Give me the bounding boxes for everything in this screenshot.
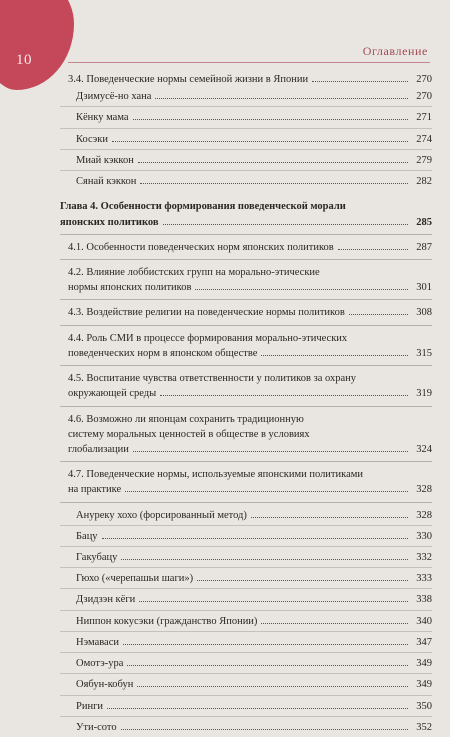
- toc-subitem[interactable]: [60, 529, 432, 547]
- toc-subitem[interactable]: [60, 508, 432, 526]
- toc-section-page: 301: [416, 282, 432, 294]
- toc-subitem-page: 350: [416, 700, 432, 712]
- toc-subitem[interactable]: [60, 132, 432, 150]
- leader-dots: [163, 224, 408, 225]
- leader-dots: [123, 644, 408, 645]
- toc-section-title: 4.5. Воспитание чувства ответственности у политиков за охрану: [68, 373, 357, 385]
- toc-subitem[interactable]: [60, 592, 432, 610]
- toc-subitem[interactable]: [60, 550, 432, 568]
- toc-section-page: 315: [416, 347, 432, 359]
- leader-dots: [112, 141, 408, 142]
- leader-dots: [121, 559, 408, 560]
- toc-section-4-6[interactable]: [60, 412, 432, 458]
- toc-section-4-5[interactable]: [60, 371, 432, 401]
- leader-dots: [195, 289, 408, 290]
- toc-subitem-title: Ниппон кокусэки (гражданство Японии): [76, 615, 258, 627]
- toc-subitem-page: 271: [416, 112, 432, 124]
- toc-subitem-title: Бацу: [76, 530, 98, 542]
- toc-subitem-page: 332: [416, 552, 432, 564]
- toc-subitem-title: Гюхо («черепашьи шаги»): [76, 573, 194, 585]
- toc-subitem-page: 270: [416, 91, 432, 103]
- toc-entry-3-4[interactable]: [60, 72, 432, 87]
- toc-subitem-page: 347: [416, 636, 432, 648]
- chapter-page: 285: [416, 216, 432, 228]
- divider: [60, 406, 432, 407]
- leader-dots: [349, 314, 408, 315]
- section-title: Оглавление: [362, 44, 428, 58]
- toc-subitem-page: 349: [416, 679, 432, 691]
- toc-subitem[interactable]: [60, 635, 432, 653]
- table-of-contents: [60, 72, 432, 737]
- leader-dots: [133, 451, 408, 452]
- toc-subitem-page: 352: [416, 721, 432, 733]
- toc-subitem[interactable]: [60, 656, 432, 674]
- toc-subitem-page: 328: [416, 509, 432, 521]
- toc-subitem-title: Дзимусё-но хана: [76, 91, 152, 103]
- toc-section-title-cont: поведенческих норм в японском обществе: [68, 347, 258, 359]
- header-rule: [68, 62, 430, 63]
- toc-subitem[interactable]: [60, 89, 432, 107]
- leader-dots: [138, 162, 408, 163]
- toc-section-4-2[interactable]: [60, 265, 432, 295]
- leader-dots: [139, 601, 408, 602]
- toc-subitem-page: 282: [416, 176, 432, 188]
- toc-section-title: 4.2. Влияние лоббистских групп на морально-этические: [68, 266, 320, 278]
- toc-subitem-page: 338: [416, 594, 432, 606]
- toc-subitem[interactable]: [60, 614, 432, 632]
- toc-section-4-3[interactable]: [60, 305, 432, 320]
- toc-subitem-page: 330: [416, 530, 432, 542]
- toc-section-title-cont: глобализации: [68, 443, 129, 455]
- leader-dots: [107, 708, 408, 709]
- divider: [60, 234, 432, 235]
- leader-dots: [261, 623, 408, 624]
- leader-dots: [338, 249, 408, 250]
- toc-entry-page: 270: [416, 74, 432, 85]
- toc-subitem-title: Ануреку хохо (форсированный метод): [76, 509, 247, 521]
- toc-subitem-title: Миай кэккон: [76, 154, 134, 166]
- toc-section-title-cont: нормы японских политиков: [68, 282, 192, 294]
- leader-dots: [133, 119, 408, 120]
- divider: [60, 461, 432, 462]
- chapter-title-line-2: японских политиков: [60, 216, 159, 228]
- toc-subitem-page: 274: [416, 133, 432, 145]
- leader-dots: [251, 517, 408, 518]
- toc-subitem-page: 279: [416, 154, 432, 166]
- toc-section-page: 328: [416, 484, 432, 496]
- leader-dots: [125, 491, 408, 492]
- toc-subitem[interactable]: [60, 720, 432, 735]
- divider: [60, 365, 432, 366]
- leader-dots: [312, 81, 408, 82]
- leader-dots: [137, 686, 408, 687]
- toc-section-page: 324: [416, 443, 432, 455]
- toc-subitem[interactable]: [60, 571, 432, 589]
- toc-subitem-title: Ути-сото: [76, 721, 117, 733]
- divider: [60, 259, 432, 260]
- toc-subitem[interactable]: [60, 110, 432, 128]
- leader-dots: [197, 580, 408, 581]
- divider: [60, 325, 432, 326]
- divider: [60, 502, 432, 503]
- toc-subitem-title: Кёнку мама: [76, 112, 129, 124]
- divider: [60, 299, 432, 300]
- top-subitem-list: [60, 89, 432, 189]
- toc-section-4-1[interactable]: [60, 240, 432, 255]
- toc-section-page: 308: [416, 307, 432, 319]
- toc-section-title: 4.4. Роль СМИ в процессе формирования морально-этических: [68, 332, 348, 344]
- toc-section-4-4[interactable]: [60, 331, 432, 361]
- toc-subitem[interactable]: [60, 174, 432, 189]
- leader-dots: [160, 395, 408, 396]
- toc-section-title: 4.7. Поведенческие нормы, используемые японскими политиками: [68, 469, 363, 481]
- leader-dots: [261, 355, 408, 356]
- toc-subitem-page: 333: [416, 573, 432, 585]
- toc-subitem-title: Гакубацу: [76, 552, 118, 564]
- toc-section-title: 4.1. Особенности поведенческих норм японских политиков: [68, 241, 334, 253]
- toc-section-4-7[interactable]: [60, 467, 432, 497]
- toc-chapter-4[interactable]: [60, 199, 432, 229]
- toc-subitem-title: Дзидзэн кёги: [76, 594, 136, 606]
- toc-subitem[interactable]: [60, 677, 432, 695]
- toc-entry-title: 3.4. Поведенческие нормы семейной жизни в Японии: [68, 74, 309, 85]
- toc-subitem-title: Косэки: [76, 133, 109, 145]
- toc-section-page: 287: [416, 241, 432, 253]
- toc-section-title-cont: систему моральных ценностей в обществе в условиях: [68, 428, 310, 440]
- toc-section-title-cont: на практике: [68, 484, 122, 496]
- leader-dots: [127, 665, 408, 666]
- subitem-list: [60, 508, 432, 735]
- toc-subitem[interactable]: [60, 699, 432, 717]
- toc-subitem-title: Нэмаваси: [76, 636, 119, 648]
- toc-section-title-cont: окружающей среды: [68, 388, 157, 400]
- leader-dots: [121, 729, 408, 730]
- toc-subitem-title: Омотэ-ура: [76, 658, 124, 670]
- leader-dots: [140, 183, 408, 184]
- leader-dots: [155, 98, 408, 99]
- leader-dots: [102, 538, 408, 539]
- toc-subitem-title: Сянай кэккон: [76, 176, 137, 188]
- toc-subitem[interactable]: [60, 153, 432, 171]
- page-number: 10: [16, 52, 32, 68]
- chapter-title-line-1: Глава 4. Особенности формирования поведенческой морали: [60, 201, 346, 213]
- toc-subitem-page: 340: [416, 615, 432, 627]
- toc-subitem-page: 349: [416, 658, 432, 670]
- toc-section-page: 319: [416, 388, 432, 400]
- toc-section-title: 4.3. Воздействие религии на поведенческие нормы политиков: [68, 307, 345, 319]
- toc-subitem-title: Оябун-кобун: [76, 679, 134, 691]
- toc-subitem-title: Ринги: [76, 700, 104, 712]
- toc-section-title: 4.6. Возможно ли японцам сохранить традиционную: [68, 413, 304, 425]
